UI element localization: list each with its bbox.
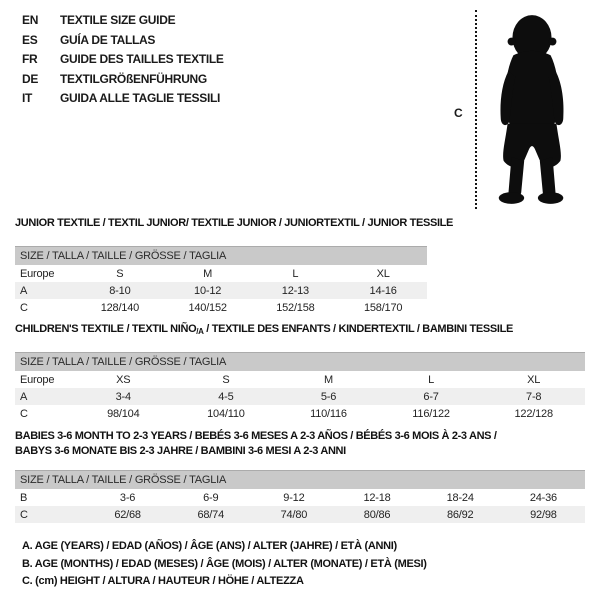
- value-cell: 14-16: [369, 284, 397, 297]
- table-row: [15, 371, 585, 388]
- language-title-list: [22, 11, 224, 109]
- value-cell: 12-18: [363, 491, 391, 504]
- value-cell: L: [428, 373, 435, 386]
- section-title-line: [15, 444, 585, 459]
- value-cell: 4-5: [218, 390, 234, 403]
- value-cell: XS: [116, 373, 131, 386]
- value-cell: XL: [376, 267, 390, 280]
- height-measure-line: [475, 10, 477, 209]
- row-label-cell: A: [20, 390, 28, 403]
- table-row: [15, 265, 427, 282]
- junior-size-table: [15, 265, 427, 316]
- title-text: JUNIOR TEXTILE / TEXTIL JUNIOR/ TEXTILE JUNIOR / JUNIORTEXTIL / JUNIOR TESSILE: [15, 217, 454, 229]
- table-row: [15, 388, 585, 405]
- title-text: BABIES 3-6 MONTH TO 2-3 YEARS / BEBÉS 3-6 MESES A 2-3 AÑOS / BÉBÉS 3-6 MOIS À 2-3 ANS /: [15, 430, 497, 442]
- language-row-it: [22, 89, 224, 109]
- language-row-es: [22, 31, 224, 51]
- value-cell: 122/128: [514, 407, 553, 420]
- value-cell: M: [203, 267, 213, 280]
- section-title: [15, 216, 454, 231]
- value-cell: S: [116, 267, 124, 280]
- legend-footnotes: [22, 538, 427, 591]
- value-cell: 62/68: [114, 508, 141, 521]
- value-cell: 6-9: [203, 491, 219, 504]
- language-row-fr: [22, 50, 224, 70]
- language-row-en: [22, 11, 224, 31]
- language-code: DE: [22, 71, 39, 86]
- language-title: GUIDA ALLE TAGLIE TESSILI: [60, 91, 221, 105]
- section-babies-textile: [15, 429, 585, 523]
- value-cell: 116/122: [412, 407, 450, 420]
- row-label-cell: Europe: [20, 373, 55, 386]
- value-cell: 24-36: [529, 491, 557, 504]
- row-label-cell: C: [20, 508, 28, 521]
- size-header-bar: SIZE / TALLA / TAILLE / GRÖSSE / TAGLIA: [15, 246, 427, 265]
- language-title: TEXTILGRÖßENFÜHRUNG: [60, 71, 207, 86]
- row-label-cell: B: [20, 491, 28, 504]
- toddler-silhouette-icon: [488, 10, 576, 210]
- section-title-line: [15, 429, 585, 444]
- size-header-bar: SIZE / TALLA / TAILLE / GRÖSSE / TAGLIA: [15, 470, 585, 489]
- table-row: [15, 405, 585, 422]
- footnote-a: A. AGE (YEARS) / EDAD (AÑOS) / ÂGE (ANS) / ALTER (JAHRE) / ETÀ (ANNI): [22, 540, 397, 552]
- value-cell: 8-10: [109, 284, 131, 297]
- footnote-c: C. (cm) HEIGHT / ALTURA / HAUTEUR / HÖHE / ALTEZZA: [22, 575, 304, 587]
- footnote-b: B. AGE (MONTHS) / EDAD (MESES) / ÂGE (MOIS) / ALTER (MONATE) / ETÀ (MESI): [22, 557, 427, 570]
- value-cell: 104/110: [207, 407, 245, 420]
- title-text: BABYS 3-6 MONATE BIS 2-3 JAHRE / BAMBINI 3-6 MESI A 2-3 ANNI: [15, 445, 346, 457]
- language-code: FR: [22, 52, 38, 66]
- language-code: EN: [22, 13, 39, 27]
- value-cell: 92/98: [530, 508, 557, 521]
- height-measure-label: C: [454, 106, 463, 120]
- language-title: TEXTILE SIZE GUIDE: [60, 13, 176, 27]
- value-cell: 3-6: [119, 491, 136, 504]
- value-cell: 140/152: [188, 301, 227, 314]
- row-label-cell: A: [20, 284, 28, 297]
- section-title: [15, 322, 585, 339]
- table-row: [15, 299, 427, 316]
- language-title: GUÍA DE TALLAS: [60, 32, 156, 47]
- language-code: ES: [22, 32, 38, 47]
- value-cell: 6-7: [423, 390, 439, 403]
- section-title-line: [15, 322, 585, 339]
- value-cell: 18-24: [446, 491, 474, 504]
- babies-size-table: [15, 489, 585, 523]
- value-cell: 152/158: [276, 301, 315, 314]
- value-cell: 110/116: [310, 407, 347, 420]
- value-cell: 74/80: [280, 508, 308, 521]
- value-cell: 128/140: [100, 301, 140, 314]
- section-title: [15, 429, 585, 459]
- value-cell: XL: [527, 373, 541, 386]
- title-text: /A: [196, 327, 204, 336]
- title-text: / TEXTILE DES ENFANTS / KINDERTEXTIL / BAMBINI TESSILE: [203, 323, 513, 335]
- row-label-cell: C: [20, 407, 28, 420]
- value-cell: L: [292, 267, 299, 280]
- value-cell: 7-8: [526, 390, 542, 403]
- table-row: [15, 506, 585, 523]
- value-cell: M: [324, 373, 333, 386]
- row-label-cell: C: [20, 301, 28, 314]
- value-cell: 10-12: [194, 284, 222, 297]
- row-label-cell: Europe: [20, 267, 55, 280]
- value-cell: 86/92: [446, 508, 474, 521]
- value-cell: 80/86: [363, 508, 391, 521]
- section-title-line: [15, 216, 454, 231]
- value-cell: 5-6: [320, 390, 337, 403]
- value-cell: 12-13: [281, 284, 309, 297]
- value-cell: 3-4: [115, 390, 131, 403]
- value-cell: 98/104: [107, 407, 140, 420]
- value-cell: S: [222, 373, 230, 386]
- children-size-table: [15, 371, 585, 422]
- language-title: GUIDE DES TAILLES TEXTILE: [60, 52, 224, 66]
- table-row: [15, 489, 585, 506]
- table-row: [15, 282, 427, 299]
- section-childrens-textile: [15, 322, 585, 422]
- value-cell: 158/170: [363, 301, 403, 314]
- language-row-de: [22, 70, 224, 90]
- section-junior-textile: [15, 216, 454, 316]
- value-cell: 9-12: [283, 491, 305, 504]
- title-text: CHILDREN'S TEXTILE / TEXTIL NIÑO: [15, 323, 197, 335]
- height-measure-figure: [452, 8, 592, 214]
- size-header-bar: SIZE / TALLA / TAILLE / GRÖSSE / TAGLIA: [15, 352, 585, 371]
- value-cell: 68/74: [197, 508, 224, 521]
- language-code: IT: [22, 91, 33, 105]
